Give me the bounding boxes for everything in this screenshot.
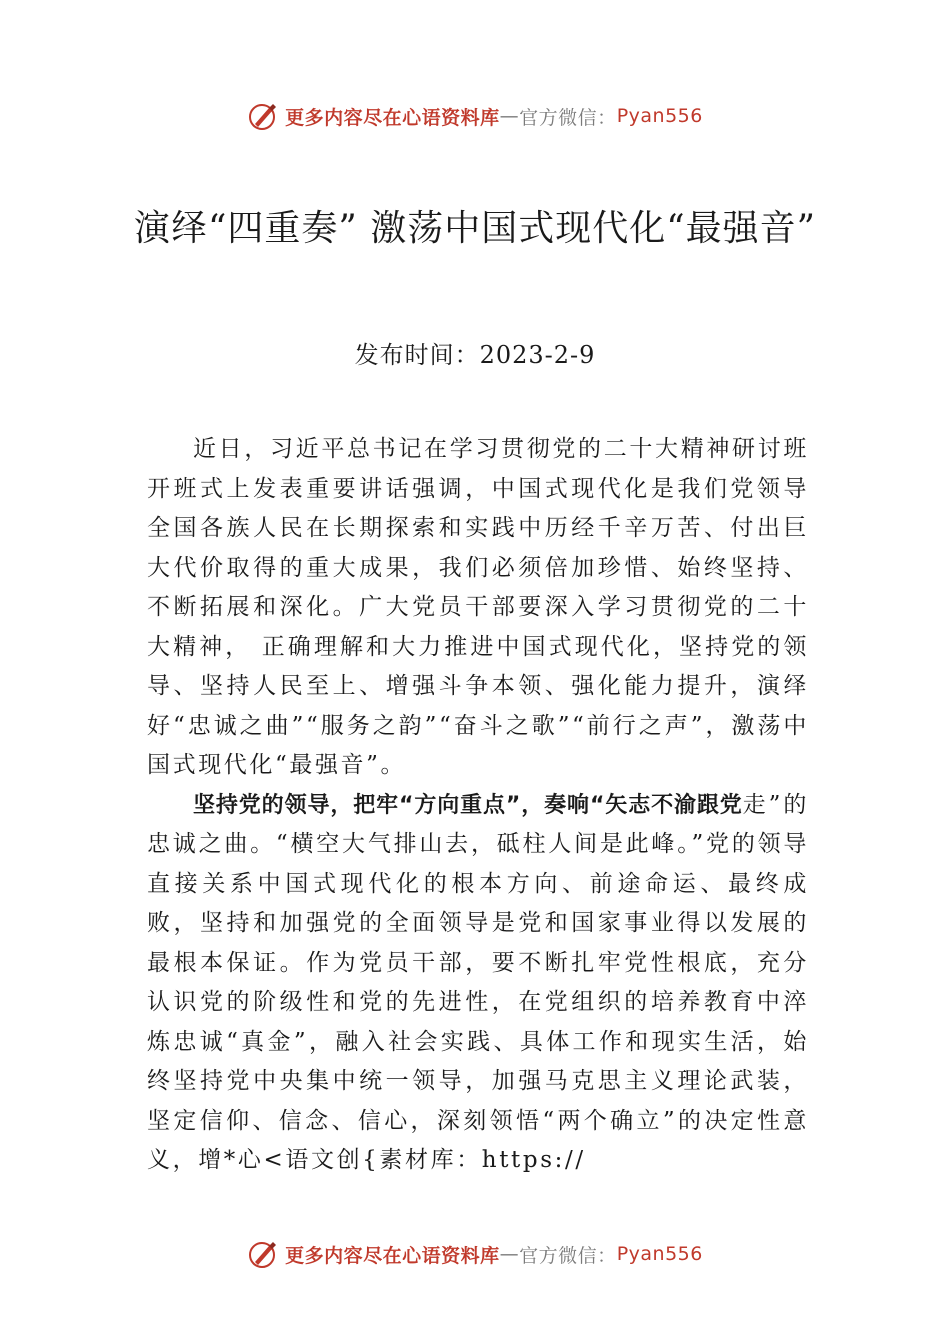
footer-wechat-label: 官方微信： bbox=[519, 1244, 617, 1267]
banner-wechat-label: 官方微信： bbox=[519, 106, 617, 129]
banner-separator: — bbox=[499, 105, 520, 127]
header-banner bbox=[0, 96, 950, 136]
footer-banner bbox=[0, 1234, 950, 1274]
article-title: 演绎“四重奏” 激荡中国式现代化“最强音” bbox=[133, 208, 817, 249]
pen-logo-icon bbox=[247, 100, 279, 132]
footer-separator: — bbox=[499, 1243, 520, 1265]
paragraph-intro: 近日，习近平总书记在学习贯彻党的二十大精神研讨班开班式上发表重要讲话强调，中国式现代化是我们党领导全国各族人民在长期探索和实践中历经千辛万苦、付出巨大代价取得的重大成果，我们必须倍加珍惜、始终坚持、不断拓展和深化。广大党员干部要深入学习贯彻党的二十大精神， 正确理解和大力推进中国式现代化，坚持党的领导、坚持人民至上、增强斗争本领、强化能力提升，演绎好“忠诚之曲”“服务之韵”“奋斗之歌”“前行之声”，激荡中国式现代化“最强音”。 bbox=[147, 436, 809, 778]
section-heading: 坚持党的领导，把牢“方向重点”，奏响“矢志不渝跟党 bbox=[193, 792, 743, 818]
article-body bbox=[147, 430, 809, 1181]
pen-logo-icon bbox=[247, 1238, 279, 1270]
paragraph-section-1 bbox=[147, 786, 809, 1181]
publish-date: 发布时间：2023-2-9 bbox=[354, 341, 596, 369]
footer-brand-text: 更多内容尽在心语资料库 bbox=[285, 1244, 500, 1267]
footer-wechat-id: Pyan556 bbox=[616, 1243, 703, 1265]
banner-brand-text: 更多内容尽在心语资料库 bbox=[285, 106, 500, 129]
section-body: 走”的忠诚之曲。“横空大气排山去，砥柱人间是此峰。”党的领导直接关系中国式现代化的根本方向、前途命运、最终成败，坚持和加强党的全面领导是党和国家事业得以发展的最根本保证。作为党员干部，要不断扎牢党性根底，充分认识党的阶级性和党的先进性，在党组织的培养教育中淬炼忠诚“真金”，融入社会实践、具体工作和现实生活，始终坚持党中央集中统一领导，加强马克思主义理论武装，坚定信仰、信念、信心，深刻领悟“两个确立”的决定性意义，增*心<语文创{素材库：https:// bbox=[147, 791, 809, 1173]
banner-wechat-id: Pyan556 bbox=[616, 105, 703, 127]
